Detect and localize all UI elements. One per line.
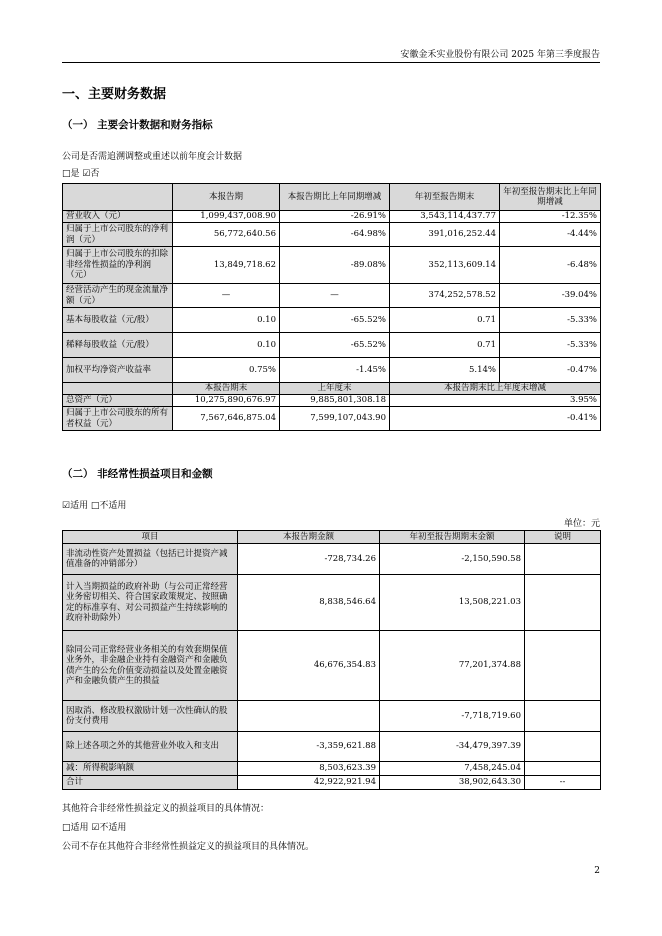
- row-label: 非流动性资产处置损益（包括已计提资产减值准备的冲销部分）: [63, 544, 238, 575]
- cell-value: -3,359,621.88: [238, 732, 380, 762]
- table-row: [63, 333, 601, 358]
- cell-value: 10,275,890,676.97: [173, 395, 280, 407]
- cell-value: 13,849,718.62: [173, 247, 280, 284]
- cell-value: 0.75%: [173, 358, 280, 383]
- row-label: 稀释每股收益（元/股）: [63, 333, 173, 358]
- header-cell: 上年度末: [280, 383, 390, 395]
- header-cell: 年初至报告期期末金额: [380, 531, 525, 544]
- cell-value: -0.41%: [390, 407, 601, 431]
- subsection-title-financial-indicators: （一） 主要会计数据和财务指标: [62, 119, 213, 131]
- cell-value: -26.91%: [280, 211, 390, 223]
- table-row: [63, 211, 601, 223]
- header-cell: 项目: [63, 531, 238, 544]
- table-header-row: [63, 531, 601, 544]
- table-row: [63, 631, 601, 701]
- header-cell: 本报告期末比上年度末增减: [390, 383, 601, 395]
- table-row: [63, 223, 601, 247]
- cell-value: 7,458,245.04: [380, 762, 525, 776]
- page-number: 2: [594, 866, 600, 876]
- row-label: 归属于上市公司股东的所有者权益（元）: [63, 407, 173, 431]
- cell-value: 1,099,437,008.90: [173, 211, 280, 223]
- table-header-row: [63, 184, 601, 211]
- other-items-title: 其他符合非经常性损益定义的损益项目的具体情况：: [62, 804, 270, 814]
- cell-value: -65.52%: [280, 308, 390, 333]
- cell-value: -0.47%: [500, 358, 601, 383]
- cell-value: 46,676,354.83: [238, 631, 380, 701]
- row-label: 除同公司正常经营业务相关的有效套期保值业务外，非金融企业持有金融资产和金融负债产生的公允价值变动损益以及处置金融资产和金融负债产生的损益: [63, 631, 238, 701]
- row-label: 总资产（元）: [63, 395, 173, 407]
- table-row: [63, 308, 601, 333]
- row-label: 除上述各项之外的其他营业外收入和支出: [63, 732, 238, 762]
- header-rule: [62, 62, 600, 63]
- cell-value: -2,150,590.58: [380, 544, 525, 575]
- table-row: [63, 407, 601, 431]
- other-items-statement: 公司不存在其他符合非经常性损益定义的损益项目的具体情况。: [62, 842, 315, 852]
- cell-value: —: [280, 284, 390, 308]
- cell-value: [238, 701, 380, 732]
- table-row: [63, 284, 601, 308]
- other-items-applicable: □适用 ☑不适用: [62, 823, 127, 833]
- cell-value: -65.52%: [280, 333, 390, 358]
- row-label: 归属于上市公司股东的净利润（元）: [63, 223, 173, 247]
- table-row: [63, 732, 601, 762]
- header-cell: 本报告期比上年同期增减: [280, 184, 390, 211]
- row-label: 合计: [63, 776, 238, 790]
- section-title: 一、主要财务数据: [62, 87, 167, 102]
- cell-value: [525, 544, 601, 575]
- cell-value: 391,016,252.44: [390, 223, 500, 247]
- table-row: [63, 358, 601, 383]
- cell-value: 0.10: [173, 333, 280, 358]
- table-row: [63, 395, 601, 407]
- row-label: 加权平均净资产收益率: [63, 358, 173, 383]
- cell-value: -4.44%: [500, 223, 601, 247]
- cell-value: -64.98%: [280, 223, 390, 247]
- table-row: [63, 776, 601, 790]
- unit-label: 单位：元: [563, 519, 600, 529]
- cell-value: 5.14%: [390, 358, 500, 383]
- cell-value: 0.10: [173, 308, 280, 333]
- header-cell: 本报告期金额: [238, 531, 380, 544]
- table-row: [63, 575, 601, 631]
- report-header: 安徽金禾实业股份有限公司 2025 年第三季度报告: [400, 50, 600, 60]
- cell-value: -5.33%: [500, 308, 601, 333]
- cell-value: -1.45%: [280, 358, 390, 383]
- cell-value: 3,543,114,437.77: [390, 211, 500, 223]
- cell-value: -89.08%: [280, 247, 390, 284]
- cell-value: [525, 575, 601, 631]
- subsection-title-non-recurring: （二） 非经常性损益项目和金额: [62, 468, 213, 480]
- row-label: 减：所得税影响额: [63, 762, 238, 776]
- cell-value: -7,718,719.60: [380, 701, 525, 732]
- cell-value: -5.33%: [500, 333, 601, 358]
- row-label: 营业收入（元）: [63, 211, 173, 223]
- cell-value: 0.71: [390, 308, 500, 333]
- cell-value: -34,479,397.39: [380, 732, 525, 762]
- table-row: [63, 762, 601, 776]
- cell-value: 13,508,221.03: [380, 575, 525, 631]
- cell-value: -6.48%: [500, 247, 601, 284]
- cell-value: 38,902,643.30: [380, 776, 525, 790]
- header-cell: [63, 383, 173, 395]
- restatement-options: □是 ☑否: [62, 169, 100, 179]
- cell-value: --: [525, 776, 601, 790]
- cell-value: 3.95%: [390, 395, 601, 407]
- row-label: 基本每股收益（元/股）: [63, 308, 173, 333]
- row-label: 归属于上市公司股东的扣除非经常性损益的净利润（元）: [63, 247, 173, 284]
- cell-value: 0.71: [390, 333, 500, 358]
- table-row: [63, 544, 601, 575]
- row-label: 因取消、修改股权激励计划一次性确认的股份支付费用: [63, 701, 238, 732]
- cell-value: 7,567,646,875.04: [173, 407, 280, 431]
- cell-value: [525, 732, 601, 762]
- cell-value: -39.04%: [500, 284, 601, 308]
- financial-indicators-table: [62, 183, 601, 431]
- cell-value: 77,201,374.88: [380, 631, 525, 701]
- cell-value: —: [173, 284, 280, 308]
- restatement-question: 公司是否需追溯调整或重述以前年度会计数据: [62, 152, 243, 162]
- row-label: 计入当期损益的政府补助（与公司正常经营业务密切相关、符合国家政策规定、按照确定的标准享有、对公司损益产生持续影响的政府补助除外）: [63, 575, 238, 631]
- header-cell: [63, 184, 173, 211]
- cell-value: 56,772,640.56: [173, 223, 280, 247]
- header-cell: 说明: [525, 531, 601, 544]
- table-row: [63, 247, 601, 284]
- non-recurring-applicable: ☑适用 □不适用: [62, 501, 127, 511]
- table-subheader-row: [63, 383, 601, 395]
- cell-value: 374,252,578.52: [390, 284, 500, 308]
- cell-value: 352,113,609.14: [390, 247, 500, 284]
- row-label: 经营活动产生的现金流量净额（元）: [63, 284, 173, 308]
- cell-value: -12.35%: [500, 211, 601, 223]
- table-row: [63, 701, 601, 732]
- cell-value: 9,885,801,308.18: [280, 395, 390, 407]
- cell-value: 42,922,921.94: [238, 776, 380, 790]
- header-cell: 本报告期: [173, 184, 280, 211]
- cell-value: [525, 631, 601, 701]
- cell-value: 7,599,107,043.90: [280, 407, 390, 431]
- cell-value: -728,734.26: [238, 544, 380, 575]
- header-cell: 本报告期末: [173, 383, 280, 395]
- cell-value: 8,838,546.64: [238, 575, 380, 631]
- non-recurring-table: [62, 530, 601, 790]
- header-cell: 年初至报告期末比上年同期增减: [500, 184, 601, 211]
- cell-value: [525, 701, 601, 732]
- header-cell: 年初至报告期末: [390, 184, 500, 211]
- cell-value: [525, 762, 601, 776]
- cell-value: 8,503,623.39: [238, 762, 380, 776]
